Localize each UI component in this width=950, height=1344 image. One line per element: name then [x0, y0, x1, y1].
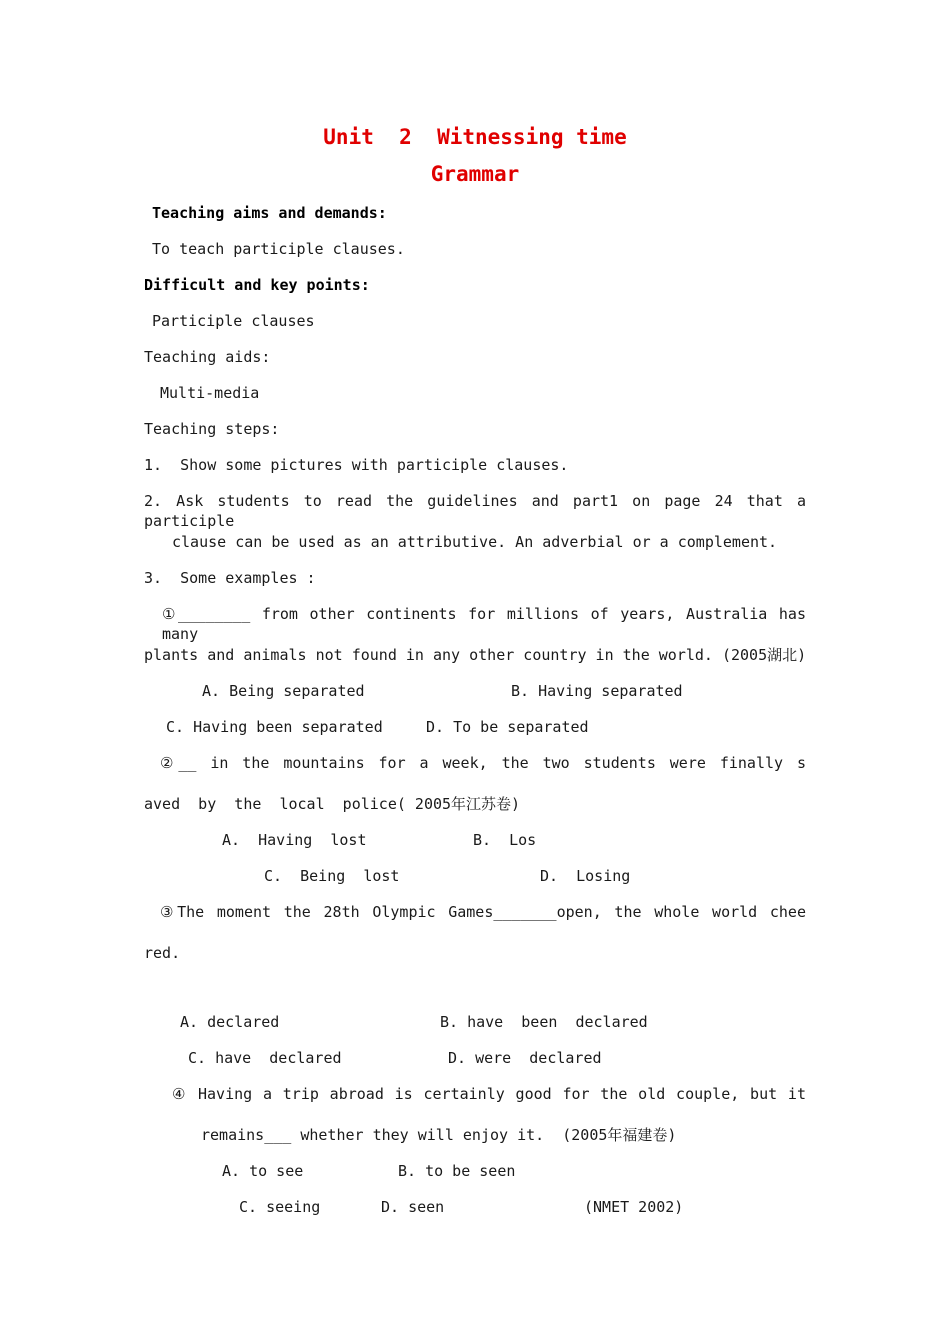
aids-heading: Teaching aids:	[144, 348, 271, 366]
step-3: 3. Some examples :	[144, 569, 316, 587]
question-2-line-2: aved by the local police( 2005年江苏卷)	[144, 795, 521, 813]
question-3-option-a: A. declared	[180, 1013, 280, 1031]
question-4-source: (NMET 2002)	[584, 1198, 684, 1216]
question-2-option-a: A. Having lost	[222, 831, 367, 849]
question-4-option-c: C. seeing	[239, 1198, 321, 1216]
question-2-option-b: B. Los	[473, 831, 537, 849]
aims-text: To teach participle clauses.	[152, 240, 405, 258]
question-2-option-c: C. Being lost	[264, 867, 400, 885]
question-1-option-a: A. Being separated	[202, 682, 365, 700]
question-4-option-d: D. seen	[381, 1198, 445, 1216]
question-3-option-b: B. have been declared	[440, 1013, 648, 1031]
question-3-option-d: D. were declared	[448, 1049, 602, 1067]
steps-heading: Teaching steps:	[144, 420, 280, 438]
question-1-option-b: B. Having separated	[511, 682, 683, 700]
question-3-option-c: C. have declared	[188, 1049, 342, 1067]
question-1-line-2: plants and animals not found in any other country in the world. (2005湖北)	[144, 646, 807, 664]
question-4-line-1: ④ Having a trip abroad is certainly good for the old couple, but it	[172, 1085, 806, 1103]
key-points-text: Participle clauses	[152, 312, 315, 330]
question-4-option-b: B. to be seen	[398, 1162, 516, 1180]
question-4-option-a: A. to see	[222, 1162, 304, 1180]
question-3-line-1: ③The moment the 28th Olympic Games_______open, the whole world chee	[160, 903, 806, 921]
page-subtitle: Grammar	[430, 162, 520, 186]
question-2-option-d: D. Losing	[540, 867, 631, 885]
key-points-heading: Difficult and key points:	[144, 276, 370, 294]
question-1-line-1: ①________ from other continents for millions of years, Australia has many	[162, 605, 806, 643]
question-4-line-2: remains___ whether they will enjoy it. (2005年福建卷)	[201, 1126, 677, 1144]
question-1-option-d: D. To be separated	[426, 718, 589, 736]
aids-text: Multi-media	[160, 384, 260, 402]
aims-heading: Teaching aims and demands:	[152, 204, 387, 222]
step-1: 1. Show some pictures with participle clauses.	[144, 456, 569, 474]
question-2-line-1: ②__ in the mountains for a week, the two students were finally s	[160, 754, 806, 772]
step-2-line-1: 2. Ask students to read the guidelines and part1 on page 24 that a participle	[144, 492, 806, 530]
question-3-line-2: red.	[144, 944, 181, 962]
step-2-line-2: clause can be used as an attributive. An adverbial or a complement.	[172, 533, 778, 551]
question-1-option-c: C. Having been separated	[166, 718, 383, 736]
page-title: Unit 2 Witnessing time	[323, 125, 627, 149]
